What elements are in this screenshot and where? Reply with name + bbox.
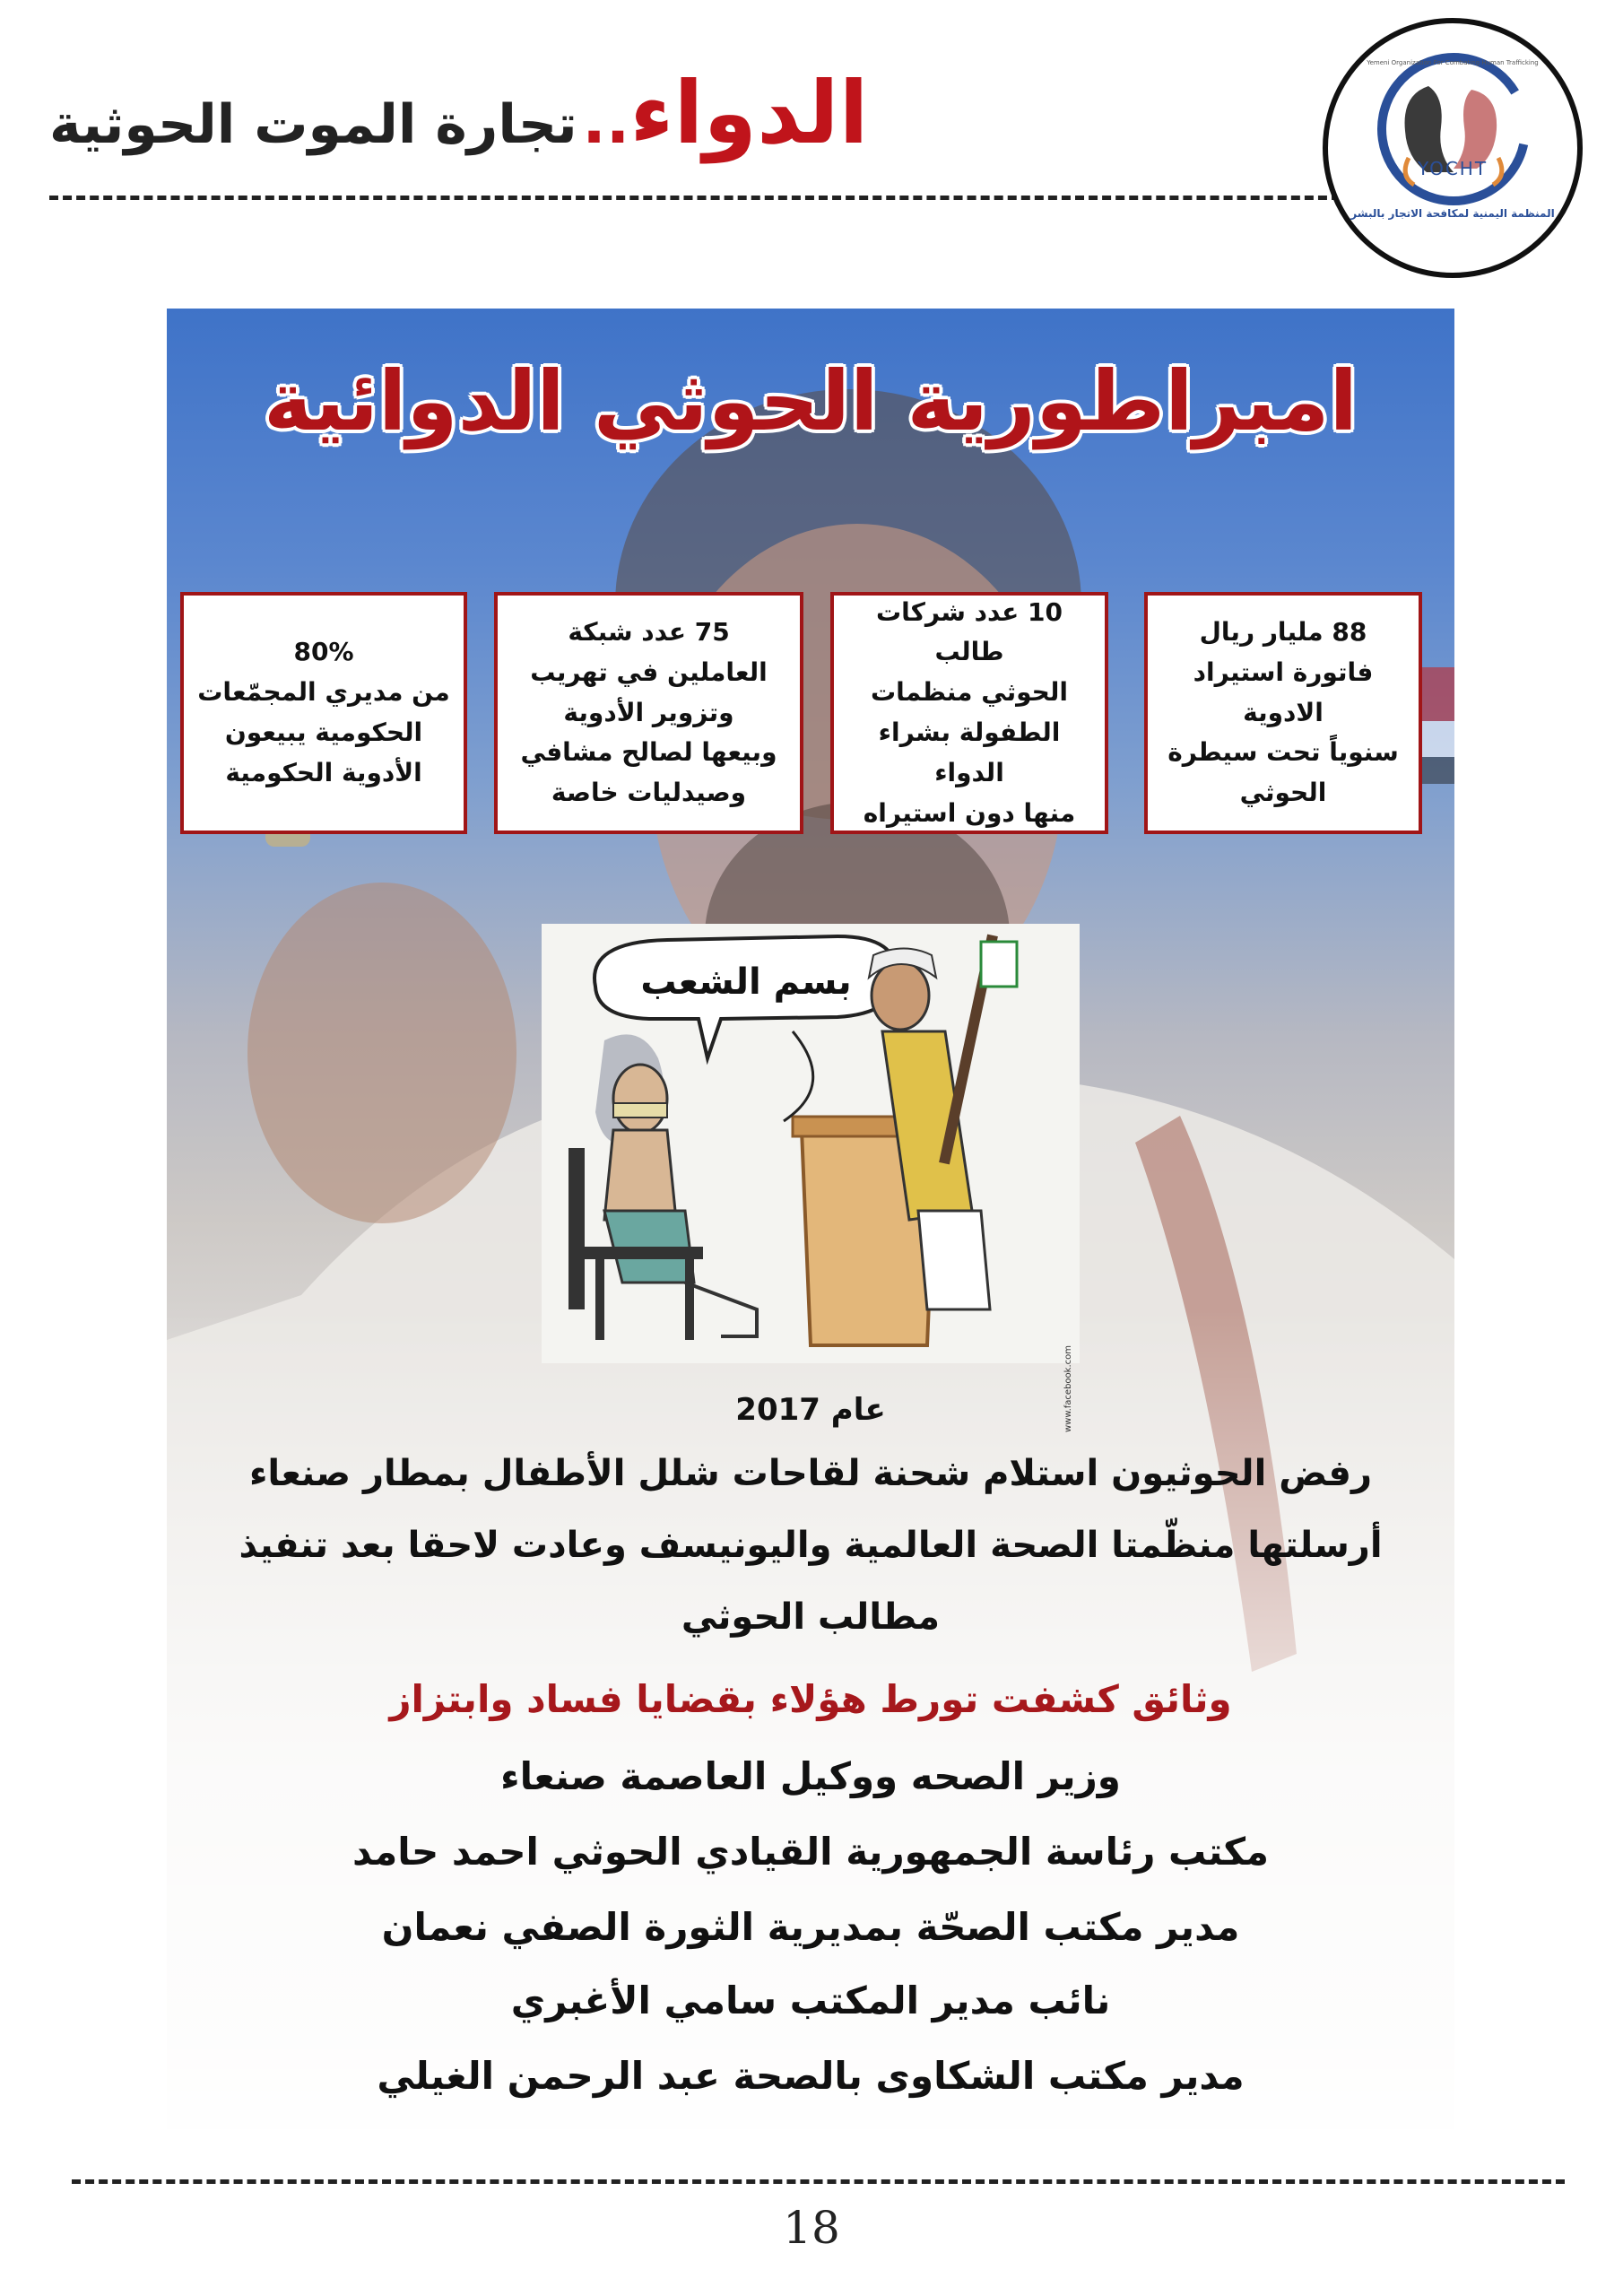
stat-box-line: الأدوية الحكومية <box>225 757 422 787</box>
header-title-rest: تجارة الموت الحوثية <box>49 93 577 156</box>
logo-abbreviation: YOCHT <box>1417 158 1488 179</box>
logo-arabic-name: المنظمة اليمنية لمكافحة الاتجار بالبشر <box>1350 207 1555 220</box>
stat-box-line: 10 عدد شركات طالب <box>875 596 1063 667</box>
footer-divider <box>72 2179 1565 2184</box>
stat-box-line: وصيدليات خاصة <box>551 778 747 808</box>
stat-box-line: سنوياً تحت سيطرة <box>1167 737 1399 768</box>
stat-box-import-bill <box>1144 592 1422 834</box>
stat-box-line: الحوثي <box>1239 778 1327 808</box>
stat-box-managers <box>180 592 467 834</box>
stat-box-line: وبيعها لصالح مشافي <box>520 737 777 768</box>
stat-box-line: 75 عدد شبكة <box>568 617 730 647</box>
name-line: مدير مكتب الصحّة بمديرية الثورة الصفي نعمان <box>381 1905 1240 1949</box>
stat-box-line: فاتورة استيراد الادوية <box>1193 657 1374 727</box>
paragraph-line: رفض الحوثيون استلام شحنة لقاحات شلل الأطفال بمطار صنعاء <box>248 1453 1372 1494</box>
name-line: مكتب رئاسة الجمهورية القيادي الحوثي احمد حامد <box>352 1830 1270 1874</box>
stat-box-smuggling-networks <box>494 592 803 834</box>
name-line: نائب مدير المكتب سامي الأغبري <box>510 1979 1111 2022</box>
page-header-title <box>49 63 868 163</box>
stat-box-line: 88 مليار ريال <box>1199 617 1367 647</box>
cartoon-credit: www.facebook.com <box>1063 1345 1073 1433</box>
infographic-poster <box>167 309 1454 2129</box>
stat-box-line: الطفولة بشراء الدواء <box>878 718 1061 787</box>
paragraph-line: مطالب الحوثي <box>681 1596 941 1638</box>
stat-box-line: وتزوير الأدوية <box>563 697 734 727</box>
cartoon-speech-text: بسم الشعب <box>640 961 852 1003</box>
organization-logo <box>1323 18 1583 278</box>
poster-title: امبراطورية الحوثي الدوائية <box>263 353 1358 449</box>
stat-box-line: منها دون استيراه <box>863 797 1076 828</box>
paragraph-line: أرسلتها منظّمتا الصحة العالمية واليونيسف وعادت لاحقا بعد تنفيذ <box>239 1525 1383 1566</box>
header-title-separator: .. <box>582 84 630 158</box>
stat-box-line: الحكومية يبيعون <box>224 718 423 747</box>
name-line: مدير مكتب الشكاوى بالصحة عبد الرحمن الغيلي <box>377 2054 1245 2098</box>
stat-box-line: من مديري المجمّعات <box>197 677 450 708</box>
name-line: وزير الصحه ووكيل العاصمة صنعاء <box>500 1754 1121 1798</box>
stat-box-line: العاملين في تهريب <box>530 657 768 687</box>
highlight-headline: وثائق كشفت تورط هؤلاء بقضايا فساد وابتزاز <box>389 1677 1232 1721</box>
page-number: 18 <box>783 2202 840 2254</box>
stat-box-line: 80% <box>293 637 354 667</box>
header-divider <box>49 196 1341 200</box>
stat-box-line: الحوثي منظمات <box>871 677 1068 708</box>
year-label: عام 2017 <box>735 1392 886 1428</box>
logo-english-name: Yemeni Organization For Combating Human Trafficking <box>1367 59 1539 66</box>
stat-box-companies <box>830 592 1108 834</box>
header-title-main: الدواء <box>629 63 869 163</box>
